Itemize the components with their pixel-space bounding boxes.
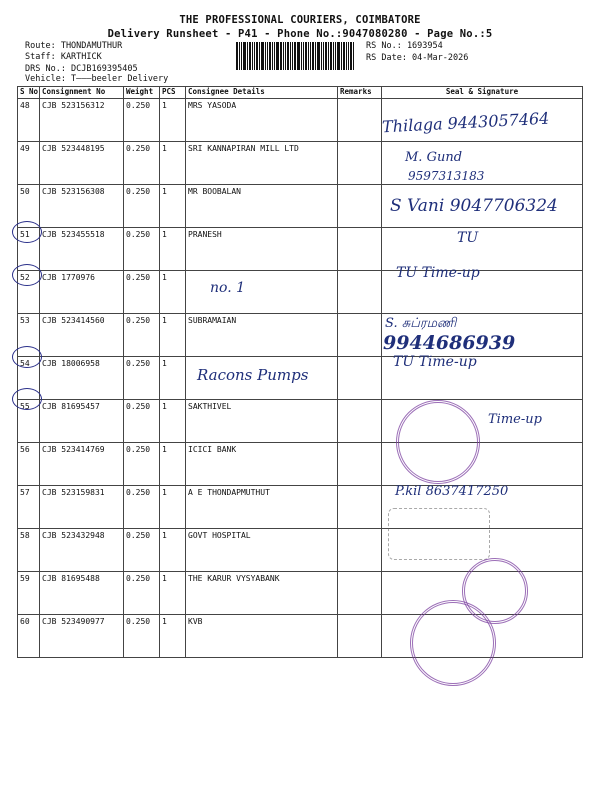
col-sno: S No: [18, 87, 40, 99]
signature-row-53-tamil: S. சுப்ரமணி: [385, 316, 457, 331]
row-remarks: [338, 443, 382, 486]
staff-label: Staff: KARTHICK: [25, 52, 102, 62]
row-weight: 0.250: [124, 185, 160, 228]
row-weight: 0.250: [124, 357, 160, 400]
row-pcs: 1: [160, 271, 186, 314]
table-row: [18, 271, 583, 314]
row-consignment: CJB 523156308: [40, 185, 124, 228]
row-pcs: 1: [160, 314, 186, 357]
route-label: Route: THONDAMUTHUR: [25, 41, 123, 51]
drs-label: DRS No.: DCJB169395405: [25, 64, 138, 74]
rs-number: RS No.: 1693954: [366, 41, 443, 51]
row-remarks: [338, 486, 382, 529]
row-pcs: 1: [160, 615, 186, 658]
row-consignee: SUBRAMAIAN: [186, 314, 338, 357]
remark-row-54: Racons Pumps: [197, 366, 309, 384]
row-sno: 60: [18, 615, 40, 658]
bank-seal-icon: [396, 400, 480, 484]
company-title: THE PROFESSIONAL COURIERS, COIMBATORE: [179, 14, 421, 26]
row-remarks: [338, 615, 382, 658]
check-circle-52: [12, 264, 42, 286]
row-remarks: [338, 228, 382, 271]
row-pcs: 1: [160, 185, 186, 228]
col-consignment: Consignment No: [40, 87, 124, 99]
row-consignment: CJB 523490977: [40, 615, 124, 658]
row-consignment: CJB 18006958: [40, 357, 124, 400]
runsheet-subtitle: Delivery Runsheet - P41 - Phone No.:9047080280 - Page No.:5: [107, 28, 493, 40]
row-weight: 0.250: [124, 142, 160, 185]
signature-row-52: TU Time-up: [396, 265, 480, 281]
row-sno: 56: [18, 443, 40, 486]
row-remarks: [338, 271, 382, 314]
barcode-icon: [236, 42, 360, 70]
row-weight: 0.250: [124, 314, 160, 357]
row-consignment: CJB 523432948: [40, 529, 124, 572]
row-pcs: 1: [160, 400, 186, 443]
row-weight: 0.250: [124, 486, 160, 529]
row-weight: 0.250: [124, 228, 160, 271]
col-weight: Weight: [124, 87, 160, 99]
row-remarks: [338, 314, 382, 357]
row-consignment: CJB 523156312: [40, 99, 124, 142]
signature-row-49-name: M. Gund: [405, 150, 463, 165]
vehicle-label: Vehicle: T———beeler Delivery: [25, 74, 169, 84]
col-signature: Seal & Signature: [382, 87, 583, 99]
row-consignee: MR BOOBALAN: [186, 185, 338, 228]
row-consignee: ICICI BANK: [186, 443, 338, 486]
row-remarks: [338, 185, 382, 228]
row-consignment: CJB 1770976: [40, 271, 124, 314]
col-pcs: PCS: [160, 87, 186, 99]
signature-row-51: TU: [457, 230, 479, 246]
row-consignee: [186, 271, 338, 314]
signature-row-57: P.kil 8637417250: [395, 484, 509, 499]
row-consignment: CJB 523448195: [40, 142, 124, 185]
row-consignee: THE KARUR VYSYABANK: [186, 572, 338, 615]
row-remarks: [338, 529, 382, 572]
hospital-seal-icon: [388, 508, 490, 560]
row-consignment: CJB 523159831: [40, 486, 124, 529]
row-pcs: 1: [160, 529, 186, 572]
signature-row-54: TU Time-up: [393, 354, 477, 370]
row-sno: 59: [18, 572, 40, 615]
row-remarks: [338, 142, 382, 185]
row-remarks: [338, 99, 382, 142]
row-sno: 58: [18, 529, 40, 572]
signature-row-55: Time-up: [488, 412, 542, 427]
row-sno: 48: [18, 99, 40, 142]
row-remarks: [338, 572, 382, 615]
signature-row-50: S Vani 9047706324: [390, 196, 558, 216]
row-weight: 0.250: [124, 400, 160, 443]
table-row: [18, 443, 583, 486]
row-sno: 53: [18, 314, 40, 357]
rs-date: RS Date: 04-Mar-2026: [366, 53, 469, 63]
check-circle-51: [12, 221, 42, 243]
row-pcs: 1: [160, 486, 186, 529]
row-sno: 51: [18, 228, 40, 271]
row-pcs: 1: [160, 142, 186, 185]
row-consignee: SRI KANNAPIRAN MILL LTD: [186, 142, 338, 185]
row-consignment: CJB 523414560: [40, 314, 124, 357]
row-remarks: [338, 400, 382, 443]
row-consignee: KVB: [186, 615, 338, 658]
row-remarks: [338, 357, 382, 400]
signature-row-48: Thilaga 9443057464: [381, 108, 550, 137]
row-pcs: 1: [160, 228, 186, 271]
row-consignment: CJB 81695488: [40, 572, 124, 615]
row-weight: 0.250: [124, 529, 160, 572]
row-sno: 49: [18, 142, 40, 185]
signature-row-49-phone: 9597313183: [408, 169, 485, 183]
remark-row-52: no. 1: [210, 280, 246, 296]
row-weight: 0.250: [124, 615, 160, 658]
signature-row-53-phone: 9944686939: [383, 332, 516, 354]
row-weight: 0.250: [124, 443, 160, 486]
row-weight: 0.250: [124, 99, 160, 142]
row-consignee: GOVT HOSPITAL: [186, 529, 338, 572]
row-pcs: 1: [160, 572, 186, 615]
col-remarks: Remarks: [338, 87, 382, 99]
row-sno: 54: [18, 357, 40, 400]
col-consignee: Consignee Details: [186, 87, 338, 99]
row-consignee: SAKTHIVEL: [186, 400, 338, 443]
row-consignee: A E THONDAPMUTHUT: [186, 486, 338, 529]
row-sno: 52: [18, 271, 40, 314]
row-weight: 0.250: [124, 271, 160, 314]
table-row: [18, 142, 583, 185]
table-row: [18, 228, 583, 271]
table-header-row: [18, 87, 583, 99]
kvb-seal-2-icon: [410, 600, 496, 686]
row-consignee: PRANESH: [186, 228, 338, 271]
row-pcs: 1: [160, 357, 186, 400]
row-pcs: 1: [160, 443, 186, 486]
check-circle-55: [12, 388, 42, 410]
check-circle-54: [12, 346, 42, 368]
row-weight: 0.250: [124, 572, 160, 615]
row-pcs: 1: [160, 99, 186, 142]
row-consignee: MRS YASODA: [186, 99, 338, 142]
row-consignment: CJB 523414769: [40, 443, 124, 486]
row-sno: 55: [18, 400, 40, 443]
row-consignment: CJB 81695457: [40, 400, 124, 443]
row-sno: 50: [18, 185, 40, 228]
row-consignment: CJB 523455518: [40, 228, 124, 271]
row-sno: 57: [18, 486, 40, 529]
